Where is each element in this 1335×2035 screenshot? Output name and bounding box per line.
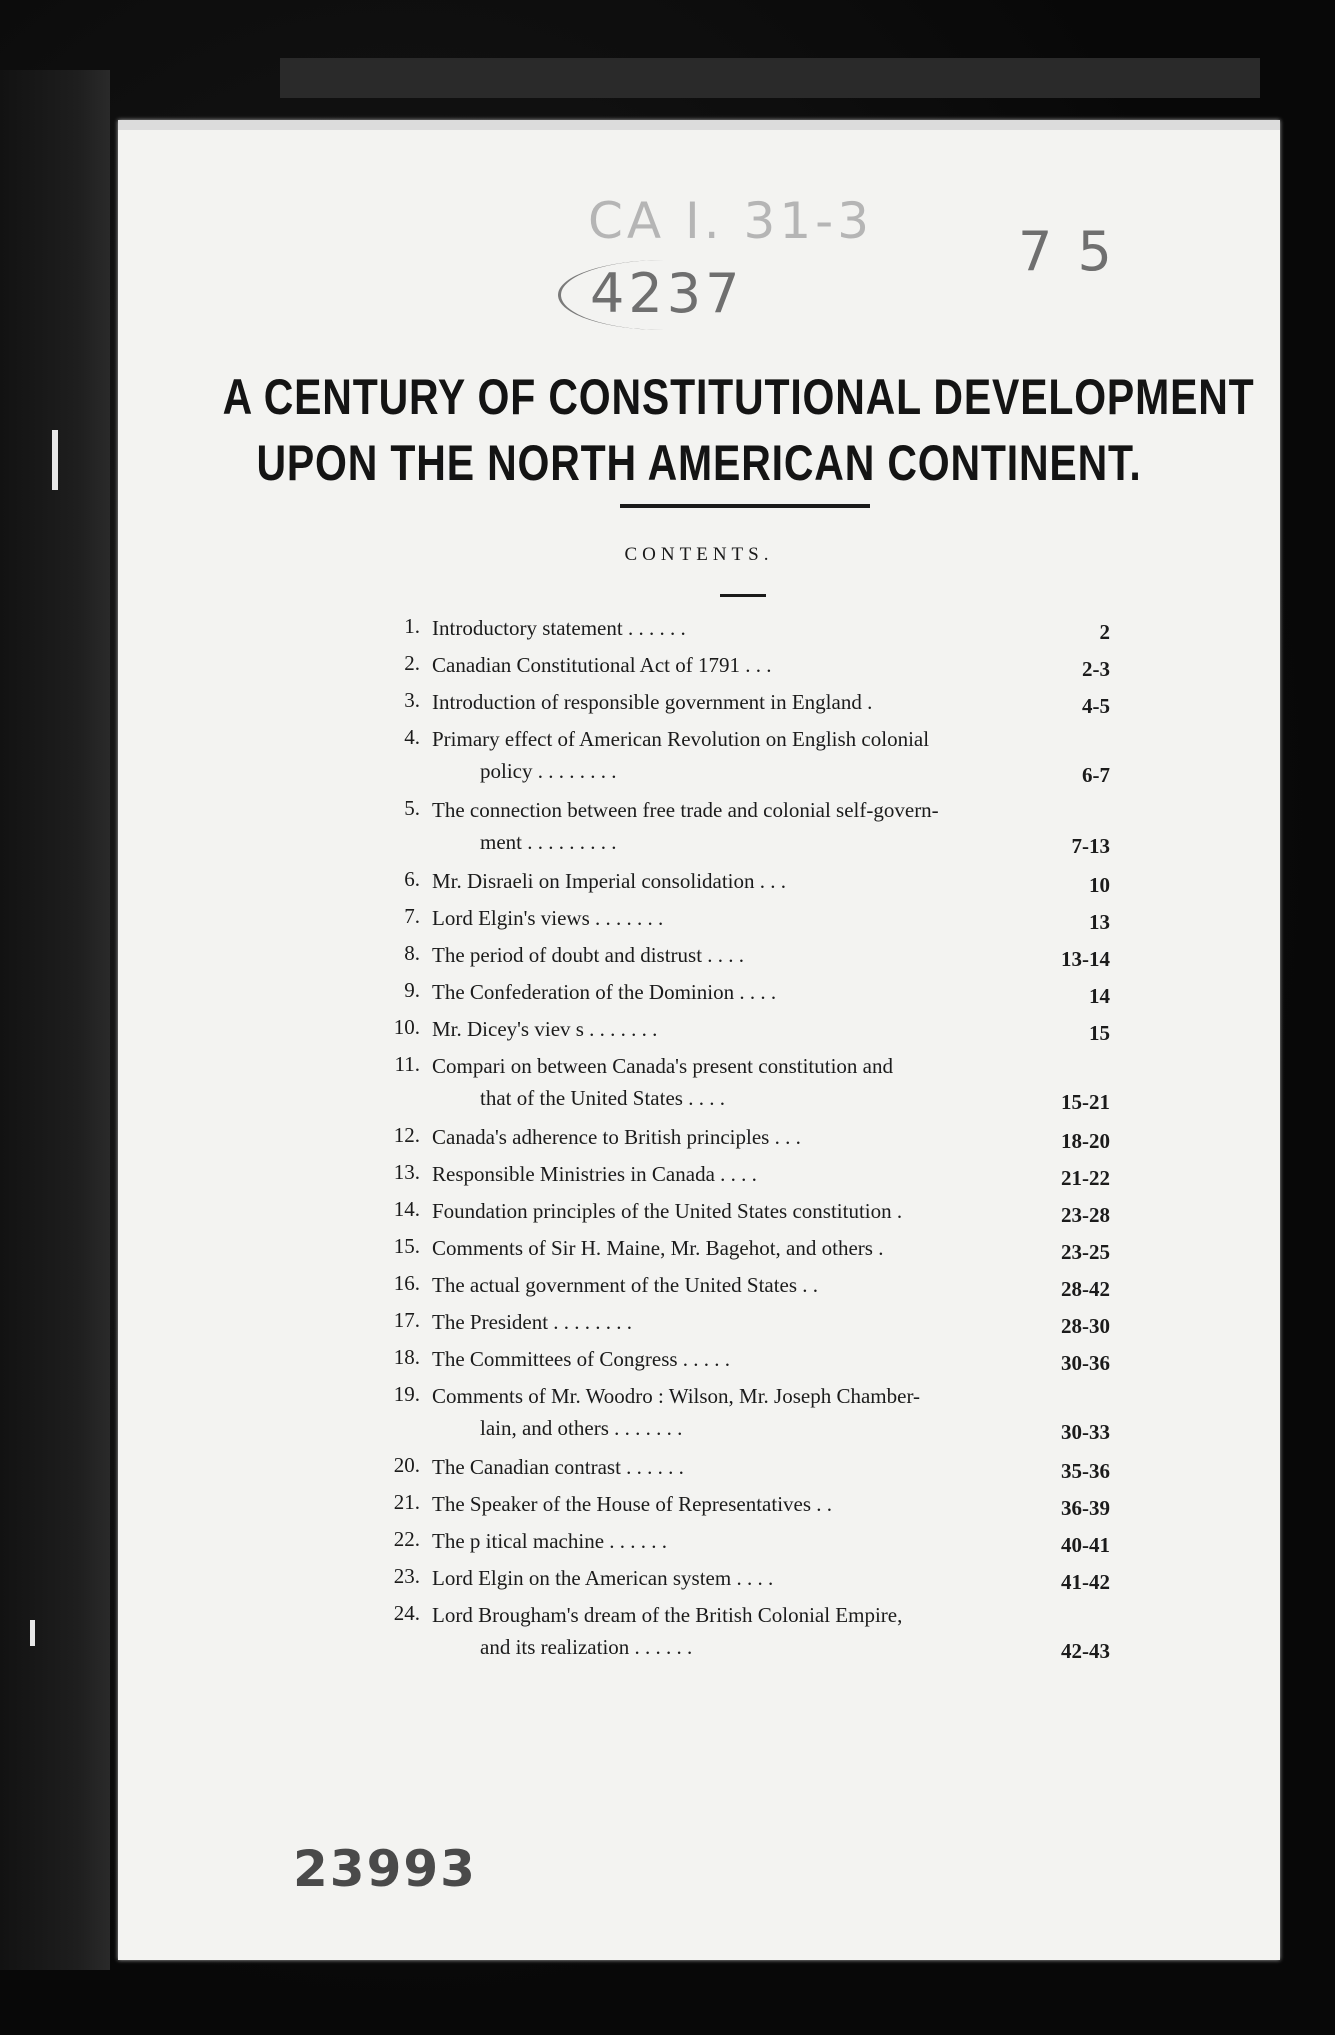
toc-entry-number: 15. [393,1234,420,1258]
toc-entry-title [432,1121,1012,1153]
toc-entry-page: 18-20 [1061,1129,1110,1153]
toc-entry-number: 22. [393,1527,420,1551]
toc-entry-page: 6-7 [1082,763,1110,787]
toc-entry-number: 8. [404,941,420,965]
toc-entry-page: 41-42 [1061,1570,1110,1594]
toc-entry-page: 28-30 [1061,1314,1110,1338]
scan-top-edge [280,58,1260,98]
toc-entry-title-line: The period of doubt and distrust . . . . [432,943,745,967]
toc-entry-number: 13. [393,1160,420,1184]
pencil-corner-mark: 7 5 [1018,220,1116,283]
edge-mark [30,1620,35,1646]
toc-entry-number: 16. [393,1271,420,1295]
toc-entry-number: 10. [393,1015,420,1039]
pencil-note-faint: CA I. 31-3 [588,192,874,250]
toc-entry [380,1306,1120,1338]
toc-entry-number: 7. [404,904,420,928]
toc-entry-number: 6. [404,867,420,891]
toc-entry-page: 10 [1089,873,1110,897]
toc-entry-title [432,1306,1012,1338]
toc-entry-page: 4-5 [1082,694,1110,718]
toc-entry-number: 17. [393,1308,420,1332]
toc-entry-title [432,723,1012,787]
toc-entry-number: 1. [404,614,420,638]
toc-entry-page: 15 [1089,1021,1110,1045]
toc-entry [380,649,1120,681]
toc-entry [380,1343,1120,1375]
toc-entry-page: 35-36 [1061,1459,1110,1483]
toc-entry-title-line: Responsible Ministries in Canada . . . . [432,1162,757,1186]
toc-entry [380,1013,1120,1045]
toc-entry [380,902,1120,934]
toc-entry-page: 15-21 [1061,1090,1110,1114]
toc-entry-title [432,686,1012,718]
toc-entry-title-line: Comments of Mr. Woodro : Wilson, Mr. Joseph Chamber- [432,1384,921,1408]
toc-entry-number: 18. [393,1345,420,1369]
toc-entry-title-line: Comments of Sir H. Maine, Mr. Bagehot, and others . [432,1236,884,1260]
toc-entry-title-line: and its realization . . . . . . [480,1635,693,1659]
toc-entry-title [432,939,1012,971]
toc-entry [380,1195,1120,1227]
toc-entry-page: 23-25 [1061,1240,1110,1264]
toc-entry-title-line: Introduction of responsible government in England . [432,690,873,714]
toc-entry-page: 30-33 [1061,1420,1110,1444]
toc-entry-title [432,1562,1012,1594]
toc-entry [380,1599,1120,1663]
toc-entry [380,1269,1120,1301]
toc-entry-title-line: The Confederation of the Dominion . . . . [432,980,777,1004]
toc-entry [380,1232,1120,1264]
toc-entry [380,1562,1120,1594]
toc-entry [380,1050,1120,1114]
toc-entry-title-line: lain, and others . . . . . . . [480,1416,683,1440]
toc-entry-title-line: policy . . . . . . . . [480,759,617,783]
toc-entry-title [432,1269,1012,1301]
toc-entry-number: 19. [393,1382,420,1406]
toc-entry-title-line: Lord Elgin's views . . . . . . . [432,906,664,930]
toc-entry-title-line: The Canadian contrast . . . . . . [432,1455,684,1479]
toc-entry-title-line: Mr. Disraeli on Imperial consolidation . . . [432,869,787,893]
toc-entry-page: 36-39 [1061,1496,1110,1520]
toc-entry-number: 14. [393,1197,420,1221]
toc-entry [380,612,1120,644]
toc-entry-title [432,794,1012,858]
toc-entry-page: 7-13 [1071,834,1110,858]
toc-entry-title [432,865,1012,897]
toc-entry-title-line: ment . . . . . . . . . [480,830,617,854]
toc-entry-title [432,1050,1012,1114]
toc-entry-page: 13 [1089,910,1110,934]
toc-entry-page: 14 [1089,984,1110,1008]
toc-entry [380,976,1120,1008]
toc-entry-number: 21. [393,1490,420,1514]
contents-rule [720,594,766,597]
toc-entry-title-line: Lord Elgin on the American system . . . . [432,1566,774,1590]
toc-entry-number: 20. [393,1453,420,1477]
toc-entry-page: 21-22 [1061,1166,1110,1190]
toc-entry-title-line: The actual government of the United States . . [432,1273,819,1297]
toc-entry [380,939,1120,971]
title-rule [620,504,870,508]
toc-entry-title-line: Compari on between Canada's present constitution and [432,1054,894,1078]
toc-entry-title-line: Foundation principles of the United States constitution . [432,1199,903,1223]
document-title-line-2: UPON THE NORTH AMERICAN CONTINENT. [256,435,1142,491]
document-title-line-1: A CENTURY OF CONSTITUTIONAL DEVELOPMENT [222,369,1255,425]
toc-entry-title [432,1195,1012,1227]
toc-entry-number: 12. [393,1123,420,1147]
toc-entry-number: 2. [404,651,420,675]
document-page [118,120,1280,1960]
stamp-number: 23993 [293,1840,477,1898]
toc-entry [380,1158,1120,1190]
toc-entry-page: 23-28 [1061,1203,1110,1227]
toc-entry [380,1121,1120,1153]
toc-entry-page: 13-14 [1061,947,1110,971]
toc-entry-title [432,1013,1012,1045]
toc-entry-number: 5. [404,796,420,820]
toc-entry-title-line: The Committees of Congress . . . . . [432,1347,731,1371]
pencil-catalog-number: 4237 [590,262,744,325]
toc-entry [380,1525,1120,1557]
toc-entry [380,794,1120,858]
toc-entry-title-line: that of the United States . . . . [480,1086,725,1110]
toc-entry-title-line: Mr. Dicey's viev s . . . . . . . [432,1017,658,1041]
toc-entry [380,1488,1120,1520]
toc-entry-number: 11. [394,1052,420,1076]
toc-entry-title [432,612,1012,644]
toc-entry-title [432,1232,1012,1264]
toc-entry-number: 23. [393,1564,420,1588]
page-top-edge [118,120,1280,130]
toc-entry-title-line: Canada's adherence to British principles . . . [432,1125,801,1149]
contents-heading: CONTENTS. [624,544,774,565]
toc-entry-title [432,1380,1012,1444]
toc-entry [380,723,1120,787]
toc-entry-title-line: Lord Brougham's dream of the British Colonial Empire, [432,1603,903,1627]
toc-entry-title [432,649,1012,681]
toc-entry-number: 9. [404,978,420,1002]
toc-entry-title [432,1488,1012,1520]
toc-entry-page: 28-42 [1061,1277,1110,1301]
toc-entry-title-line: The connection between free trade and colonial self-govern- [432,798,939,822]
toc-entry-title [432,976,1012,1008]
toc-entry [380,686,1120,718]
toc-entry-title [432,1343,1012,1375]
toc-entry-title-line: Introductory statement . . . . . . [432,616,686,640]
toc-entry-title [432,1599,1012,1663]
toc-entry [380,1380,1120,1444]
toc-entry [380,865,1120,897]
toc-entry-title-line: Canadian Constitutional Act of 1791 . . . [432,653,772,677]
toc-entry-title [432,1451,1012,1483]
toc-entry-number: 4. [404,725,420,749]
edge-mark [52,430,58,490]
toc-entry-page: 42-43 [1061,1639,1110,1663]
toc-entry-number: 24. [393,1601,420,1625]
toc-entry-title-line: The p itical machine . . . . . . [432,1529,668,1553]
toc-entry-title-line: Primary effect of American Revolution on English colonial [432,727,930,751]
toc-entry [380,1451,1120,1483]
toc-entry-title-line: The President . . . . . . . . [432,1310,633,1334]
toc-entry-title-line: The Speaker of the House of Representatives . . [432,1492,833,1516]
toc-entry-page: 2 [1099,620,1110,644]
toc-entry-page: 40-41 [1061,1533,1110,1557]
toc-entry-title [432,1525,1012,1557]
toc-entry-title [432,902,1012,934]
toc-entry-page: 30-36 [1061,1351,1110,1375]
toc-entry-title [432,1158,1012,1190]
toc-entry-number: 3. [404,688,420,712]
book-spine-edge [0,70,110,1970]
toc-entry-page: 2-3 [1082,657,1110,681]
